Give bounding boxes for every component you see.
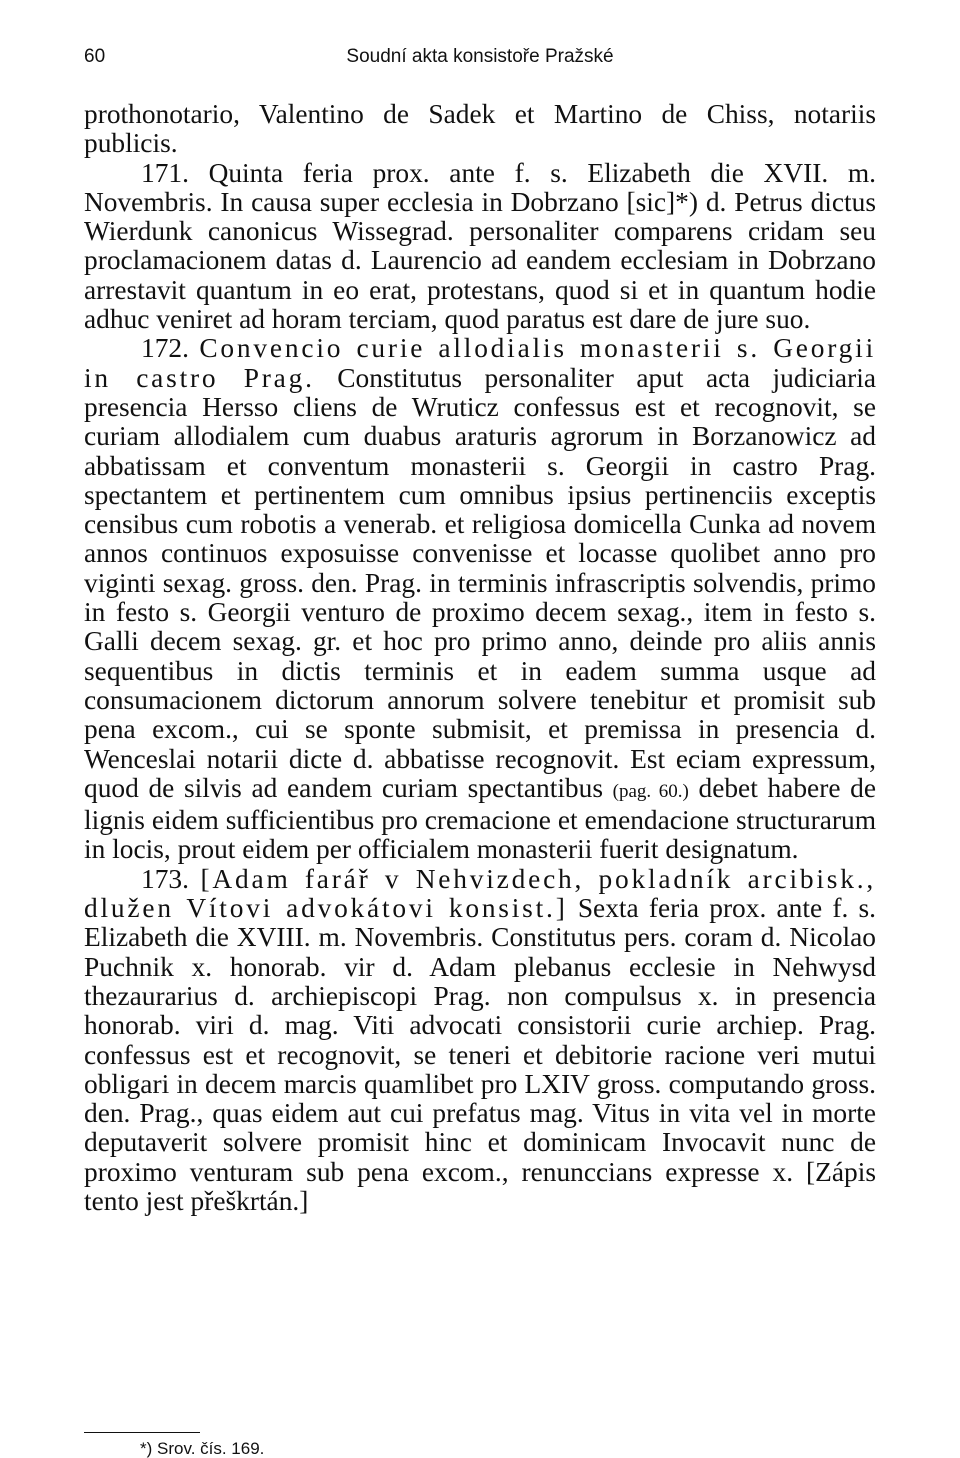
entry-number: 173. — [141, 863, 201, 894]
body-text — [84, 100, 876, 1216]
entry-text: Sexta feria prox. ante f. s. Elizabeth die XVIII. m. Novembris. Constitutus pers. coram d. Nicolao Puchnik x. honorab. vir d. Adam plebanus ecclesie in Nehwysd thezaurarius d. archiepiscopi Prag. non compulsus x. in presencia honorab. viri d. mag. Viti advocati consistorii curie archiep. Prag. confessus est et recognovit, se teneri et debitorie racione veri mutui obligari in decem marcis quamlibet pro LXIV gross. computando gross. den. Prag., quas eidem aut cui prefatus mag. Vitus in vita vel in morte deputaverit solvere promisit hinc et dominicam Invocavit nunc de proximo venturam sub pena excom., renunccians expresse x. [Zápis tento jest přeškrtán.] — [84, 893, 876, 1216]
paragraph-continuation: prothonotario, Valentino de Sadek et Martino de Chiss, notariis publicis. — [84, 99, 876, 159]
page-marker: (pag. 60.) — [612, 780, 689, 802]
entry-172 — [84, 334, 876, 864]
entry-title: Convencio curie allodialis monasterii s. Georgii in castro Prag. — [84, 333, 876, 393]
entry-number: 172. — [141, 333, 200, 364]
entry-173 — [84, 865, 876, 1217]
entry-171: 171. Quinta feria prox. ante f. s. Elizabeth die XVII. m. Novembris. In causa super ecclesia in Dobrzano [sic]*) d. Petrus dictus Wierdunk canonicus Wissegrad. personaliter comparens cridam seu proclamacionem datas d. Laurencio ad eandem ecclesiam in Dobrzano arrestavit quantum in eo erat, protestans, quod si et in quantum hodie adhuc veniret ad horam terciam, quod paratus est dare de jure suo. — [84, 157, 876, 335]
page-header — [84, 46, 876, 76]
page-number: 60 — [84, 46, 106, 67]
running-title: Soudní akta konsistoře Pražské — [346, 46, 614, 67]
entry-title: [Adam farář v Nehvizdech, pokladník arcibisk., dlužen Vítovi advokátovi konsist.] — [84, 863, 877, 924]
footnote: *) Srov. čís. 169. — [140, 1439, 265, 1458]
entry-text-continued: debet habere de lignis eidem sufficientibus pro cremacione et emendacione structurarum in locis, prout eidem per officialem monasterii fuerit designatum. — [84, 772, 876, 865]
entry-text: Constitutus personaliter aput acta judiciaria presencia Hersso cliens de Wruticz confessus est et recognovit, se curiam allodialem cum duabus araturis agrorum in Borzanowicz ad abbatissam et conventum monasterii s. Georgii in castro Prag. spectantem et pertinentem cum omnibus ipsius pertinenciis exceptis censibus cum robotis a venerab. et religiosa domicella Cunka ad novem annos continuos exposuisse convenisse et locasse quolibet anno pro viginti sexag. gross. den. Prag. in terminis infrascriptis solvendis, primo in festo s. Georgii venturo de proximo decem sexag., item in festo s. Galli decem sexag. gr. et hoc pro primo anno, deinde pro aliis annis sequentibus in dictis terminis et in eadem summa usque ad consumacionem dictorum annorum solvere tenebitur et promisit sub pena excom., cui se sponte submisit, et premissa in presencia d. Wenceslai notarii dicte d. abbatisse recognovit. Est eciam expressum, quod de silvis ad eandem curiam spectantibus — [84, 362, 876, 803]
footnote-divider — [84, 1432, 200, 1433]
